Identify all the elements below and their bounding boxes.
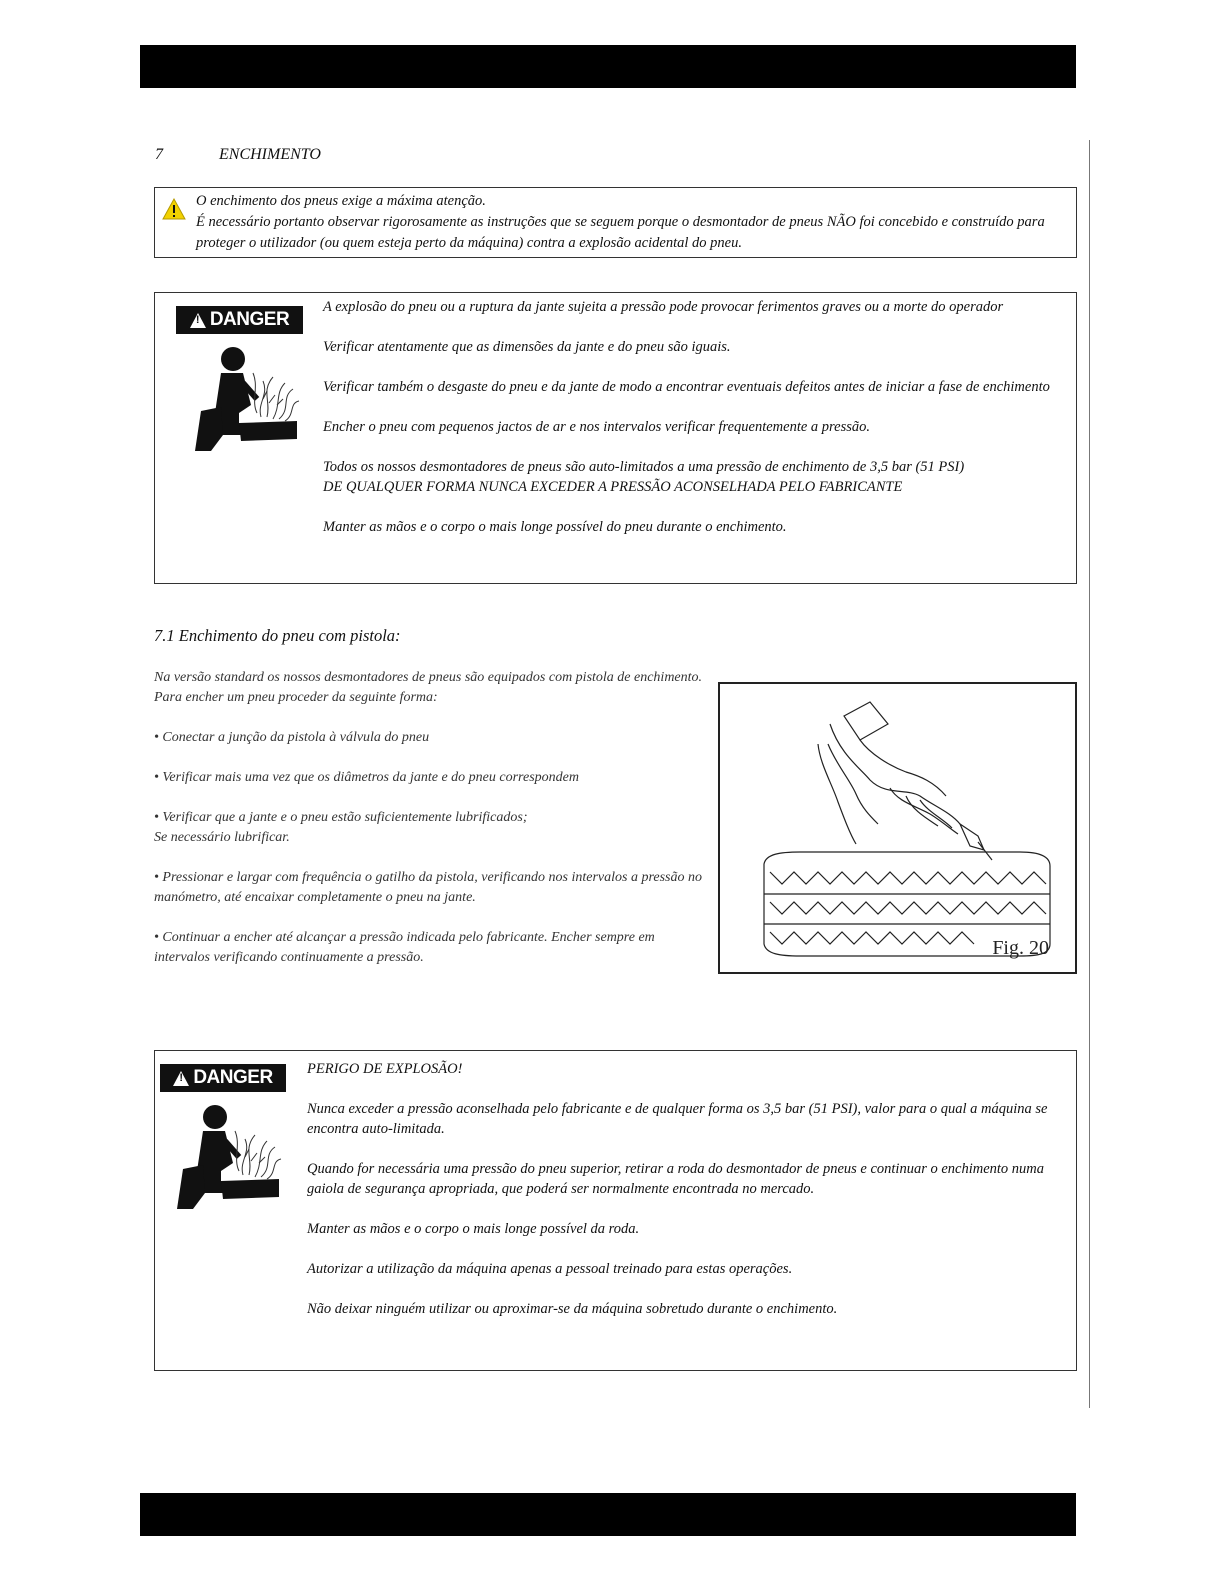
warning-text: [196, 191, 1068, 254]
danger-2-para-2: Nunca exceder a pressão aconselhada pelo fabricante e de qualquer forma os 3,5 bar (51 PSI), valor para o qual a máquina se encontra auto-limitada.: [307, 1101, 1048, 1137]
danger-2-para-3: Quando for necessária uma pressão do pneu superior, retirar a roda do desmontador de pneus e continuar o enchimento numa gaiola de segurança apropriada, que poderá ser normalmente encontrada no mercado.: [307, 1161, 1045, 1197]
instruction-bullet-2: • Verificar mais uma vez que os diâmetros da jante e do pneu correspondem: [154, 770, 579, 785]
danger-1-para-7: Manter as mãos e o corpo o mais longe possível do pneu durante o enchimento.: [323, 519, 787, 535]
section-number: 7: [155, 146, 163, 163]
warning-line-2: É necessário portanto observar rigorosamente as instruções que se seguem porque o desmontador de pneus NÃO foi concebido e construído para proteger o utilizador (ou quem esteja perto da máquina) contra a explosão acidental do pneu.: [196, 214, 1045, 251]
danger-label: ! DANGER: [176, 306, 303, 334]
danger-1-para-4: Encher o pneu com pequenos jactos de ar e nos intervalos verificar frequentemente a pressão.: [323, 419, 870, 435]
explosion-hazard-pictogram-icon: [163, 1101, 283, 1209]
explosion-hazard-pictogram-icon: [181, 343, 301, 451]
figure-20: [718, 682, 1077, 974]
figure-caption: Fig. 20: [992, 937, 1049, 959]
danger-1-para-5: Todos os nossos desmontadores de pneus são auto-limitados a uma pressão de enchimento de 3,5 bar (51 PSI): [323, 459, 965, 475]
header-bar: [140, 45, 1076, 88]
subsection-title: 7.1 Enchimento do pneu com pistola:: [154, 626, 401, 645]
danger-1-para-6: DE QUALQUER FORMA NUNCA EXCEDER A PRESSÃO ACONSELHADA PELO FABRICANTE: [323, 479, 903, 495]
danger-2-text: [307, 1059, 1060, 1339]
instructions-text: [154, 668, 704, 988]
danger-1-text: [323, 297, 1068, 557]
instruction-bullet-1: • Conectar a junção da pistola à válvula do pneu: [154, 730, 430, 745]
danger-2-para-6: Não deixar ninguém utilizar ou aproximar-se da máquina sobretudo durante o enchimento.: [307, 1301, 838, 1317]
section-title: ENCHIMENTO: [219, 146, 321, 163]
danger-2-para-1: PERIGO DE EXPLOSÃO!: [307, 1061, 463, 1077]
section-heading: [155, 146, 321, 164]
instructions-intro: Na versão standard os nossos desmontadores de pneus são equipados com pistola de enchimento. Para encher um pneu proceder da seguinte forma:: [154, 670, 703, 705]
danger-1-para-1: A explosão do pneu ou a ruptura da jante sujeita a pressão pode provocar ferimentos graves ou a morte do operador: [323, 299, 1004, 315]
warning-box: [154, 187, 1077, 258]
tyre-inflation-illustration-icon: [720, 684, 1075, 972]
instruction-bullet-4: • Pressionar e largar com frequência o gatilho da pistola, verificando nos intervalos a pressão no manómetro, até encaixar completamente o pneu na jante.: [154, 870, 703, 905]
warning-triangle-icon: [162, 198, 186, 220]
danger-1-para-2: Verificar atentamente que as dimensões da jante e do pneu são iguais.: [323, 339, 731, 355]
margin-rule: [1089, 140, 1090, 1408]
footer-bar: [140, 1493, 1076, 1536]
danger-1-para-3: Verificar também o desgaste do pneu e da jante de modo a encontrar eventuais defeitos antes de iniciar a fase de enchimento: [323, 379, 1050, 395]
instruction-bullet-3: • Verificar que a jante e o pneu estão suficientemente lubrificados; Se necessário lubrificar.: [154, 810, 528, 845]
alert-triangle-icon: [190, 313, 206, 328]
instruction-bullet-5: • Continuar a encher até alcançar a pressão indicada pelo fabricante. Encher sempre em intervalos verificando continuamente a pressão.: [154, 930, 655, 965]
danger-box-1: [154, 292, 1077, 584]
danger-2-para-4: Manter as mãos e o corpo o mais longe possível da roda.: [307, 1221, 640, 1237]
alert-triangle-icon: [173, 1071, 189, 1086]
danger-2-para-5: Autorizar a utilização da máquina apenas a pessoal treinado para estas operações.: [307, 1261, 793, 1277]
danger-box-2: [154, 1050, 1077, 1371]
danger-label: ! DANGER: [160, 1064, 286, 1092]
warning-line-1: O enchimento dos pneus exige a máxima atenção.: [196, 193, 486, 209]
